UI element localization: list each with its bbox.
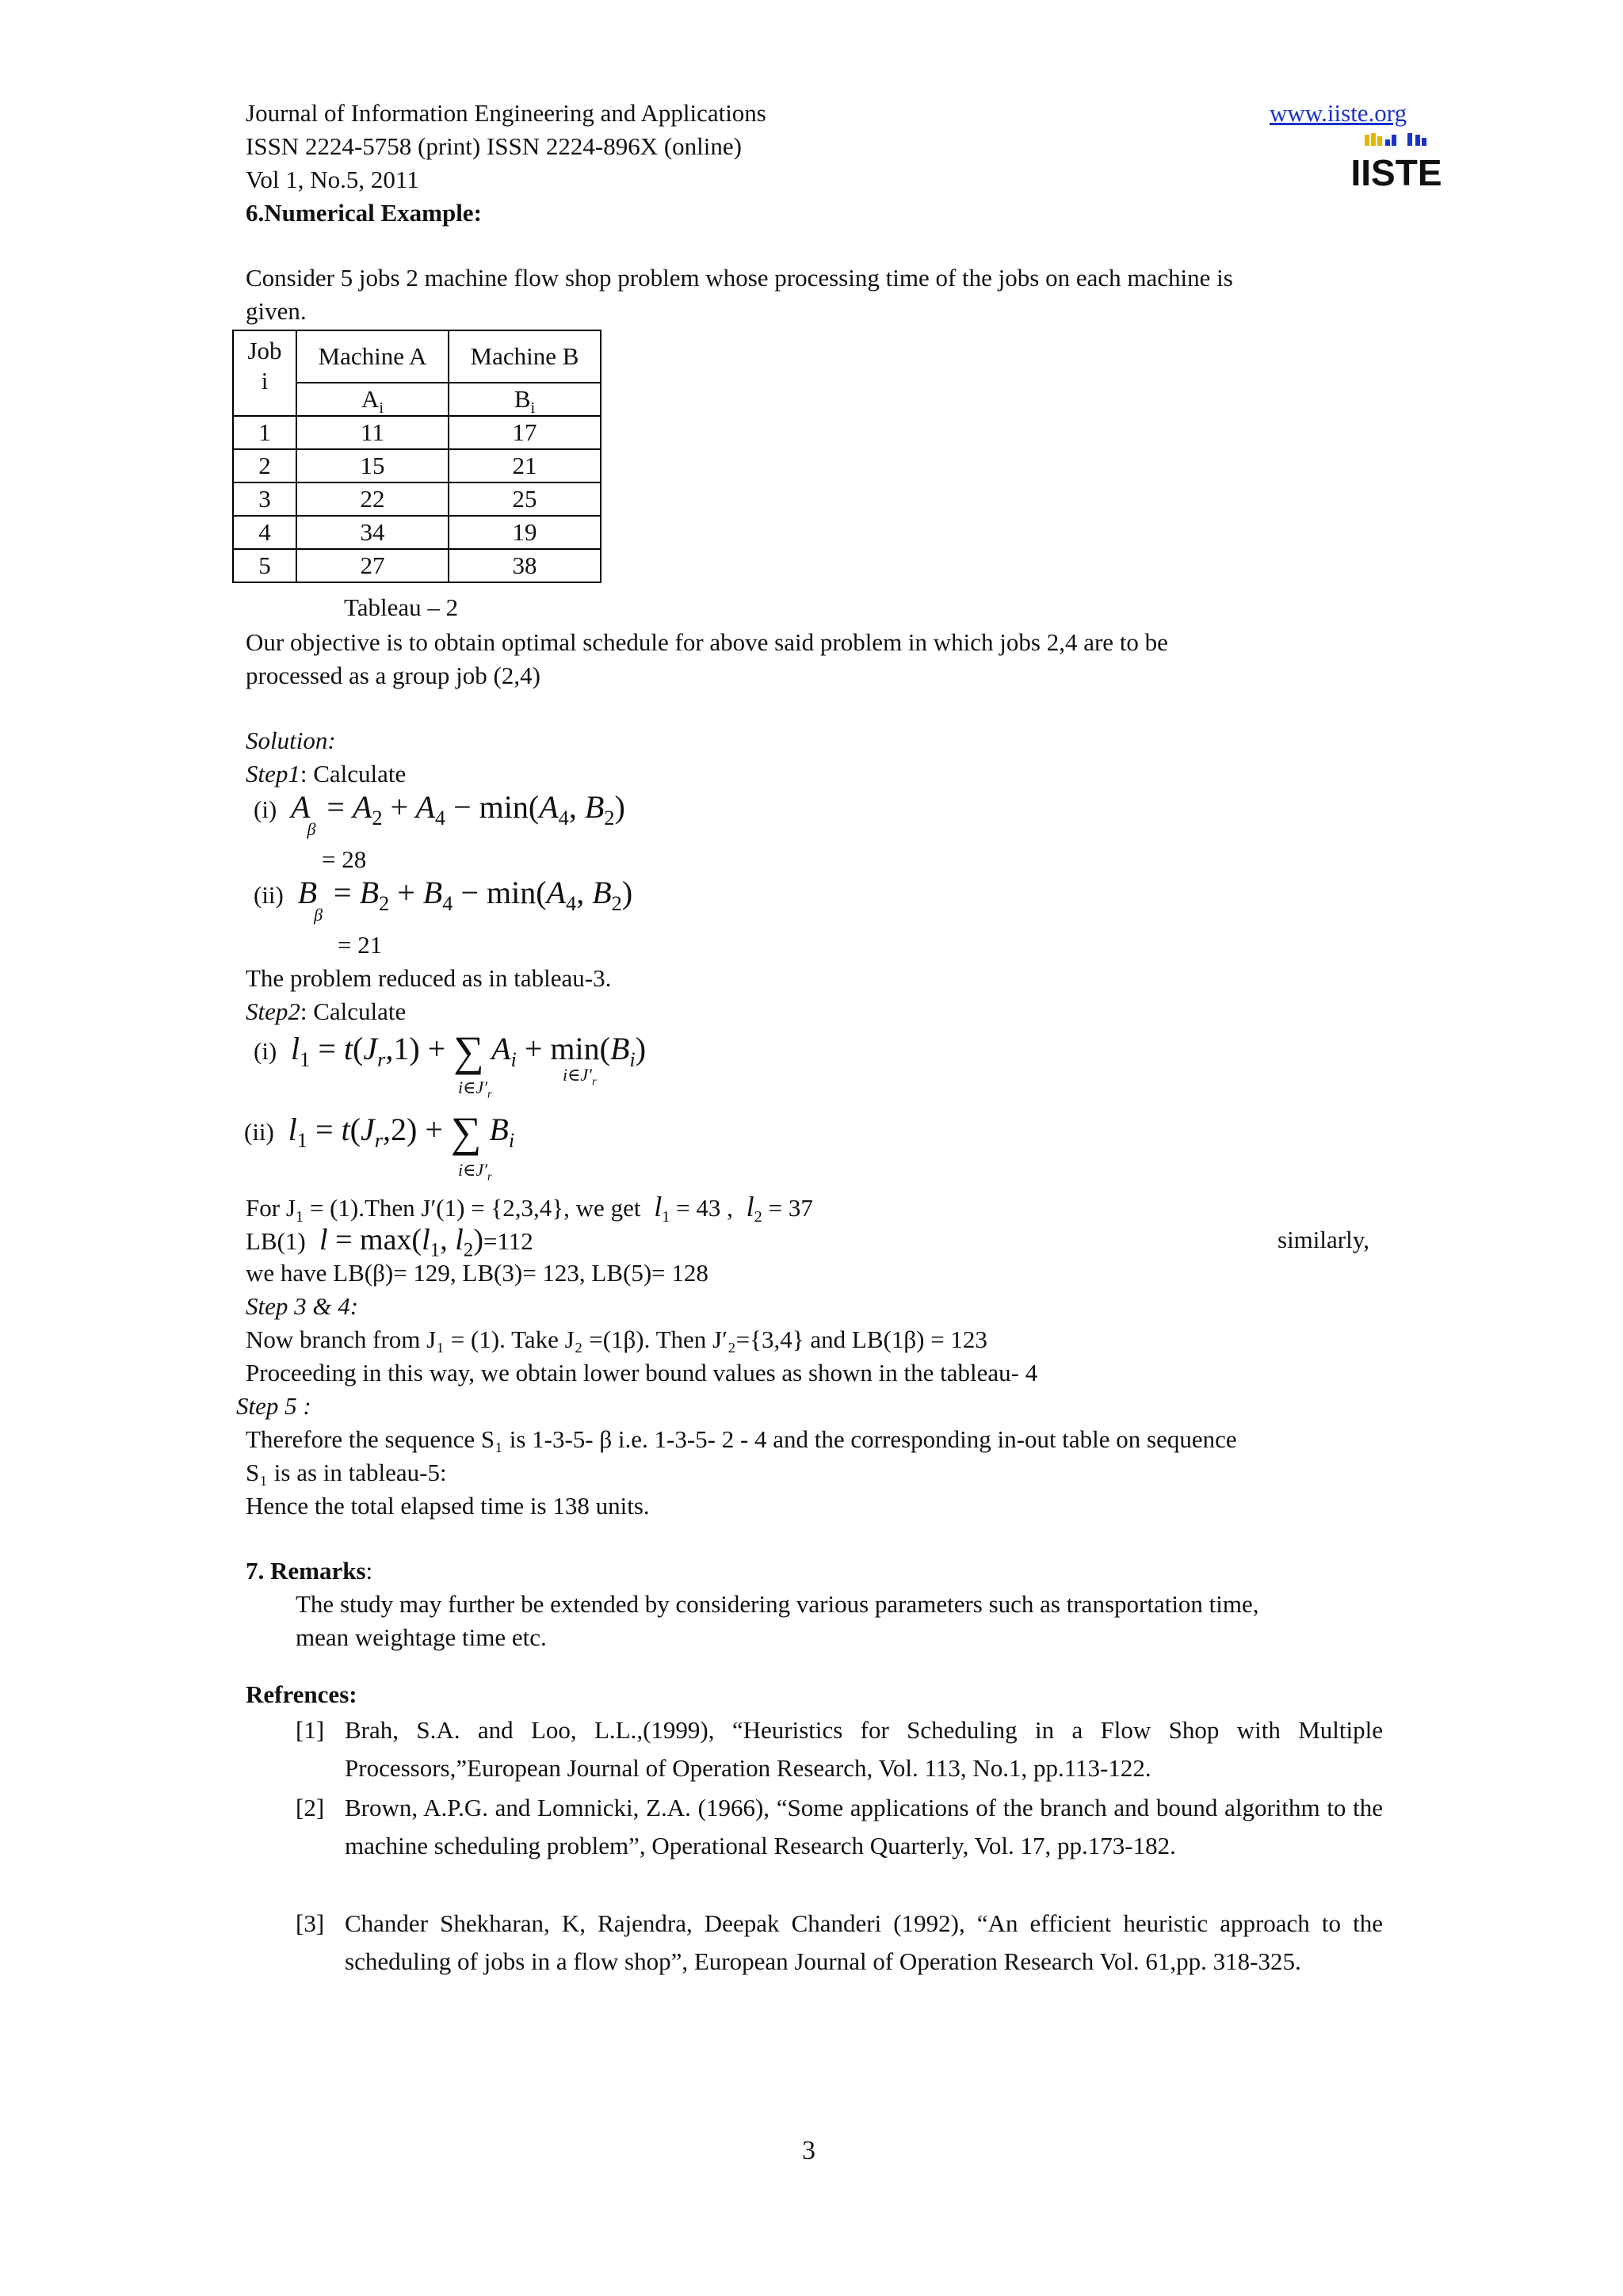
sequence-line-1: Therefore the sequence S₁ is 1-3-5- β i.e. 1-3-5- 2 - 4 and the corresponding in-out table on sequence: [246, 1425, 1237, 1453]
cell-b: 25: [449, 482, 601, 516]
similarly-word: similarly,: [1277, 1226, 1369, 1253]
total-time-line: Hence the total elapsed time is 138 units.: [246, 1492, 650, 1520]
reference-3: [3] Chander Shekharan, K, Rajendra, Deepak Chanderi (1992), “An efficient heuristic approach to the scheduling of jobs in a flow shop”, European Journal of Operation Research Vol. 61,pp. 318-325.: [296, 1909, 1383, 1975]
cell-b: 19: [449, 516, 601, 549]
page-number: 3: [802, 2136, 815, 2165]
proceeding-line: Proceeding in this way, we obtain lower bound values as shown in the tableau- 4: [246, 1359, 1038, 1386]
remarks-line-2: mean weightage time etc.: [296, 1623, 547, 1651]
reduced-line: The problem reduced as in tableau-3.: [246, 964, 612, 992]
remarks-heading: 7. Remarks:: [246, 1557, 373, 1585]
for-j1-line: For $J_1$ = (1).Then J′(1) = {2,3,4}, we get $l_1 = 43$ , $l_2 = 37$: [246, 1191, 813, 1226]
equation-a-beta: (i) $A_\beta = A_2 + A_4 - \min(A_4$, $B_2$): [254, 789, 625, 839]
processing-time-table: [232, 330, 601, 583]
branch-line: Now branch from J₁ = (1). Take J₂ =(1β). Then J′₂={3,4} and LB(1β) = 123: [246, 1325, 987, 1353]
table-caption: Tableau – 2: [344, 593, 459, 621]
equation-b-beta: (ii) $B_\beta = B_2 + B_4 - \min(A_4$, $B_2$): [254, 875, 633, 925]
cell-a: 22: [296, 482, 449, 516]
step1-label: Step1: Calculate: [246, 760, 407, 788]
reference-1: [1] Brah, S.A. and Loo, L.L.,(1999), “Heuristics for Scheduling in a Flow Shop with Multiple Processors,”European Journal of Operation Research, Vol. 113, No.1, pp.113-122.: [296, 1716, 1383, 1782]
intro-line-1: Consider 5 jobs 2 machine flow shop problem whose processing time of the jobs on each machine is: [246, 264, 1233, 292]
table-row: [233, 416, 601, 449]
journal-title: Journal of Information Engineering and Applications: [246, 99, 766, 127]
remarks-line-1: The study may further be extended by considering various parameters such as transportation time,: [296, 1590, 1259, 1618]
header-b-i: $B_i$: [449, 383, 601, 416]
we-have-line: we have LB(β)= 129, LB(3)= 123, LB(5)= 128: [246, 1259, 708, 1287]
section-6-heading: 6.Numerical Example:: [246, 199, 482, 227]
intro-line-2: given.: [246, 297, 307, 325]
objective-line-1: Our objective is to obtain optimal schedule for above said problem in which jobs 2,4 are to be: [246, 628, 1168, 656]
solution-label: Solution:: [246, 727, 336, 754]
sum-index-1: $i\in J'_r$: [458, 1077, 492, 1101]
cell-job: 2: [233, 449, 296, 482]
journal-url-link[interactable]: www.iiste.org: [1270, 99, 1407, 127]
header-job: Job i: [233, 330, 296, 416]
equation-b-result: = 21: [338, 931, 383, 959]
step5-label: Step 5 :: [236, 1392, 311, 1420]
cell-job: 4: [233, 516, 296, 549]
cell-job: 3: [233, 482, 296, 516]
sequence-line-2: S₁ is as in tableau-5:: [246, 1459, 447, 1486]
header-machine-b: Machine B: [449, 330, 601, 383]
cell-b: 17: [449, 416, 601, 449]
table-row: [233, 516, 601, 549]
cell-b: 21: [449, 449, 601, 482]
header-a-i: $A_i$: [296, 383, 449, 416]
equation-l2: (ii) $l_1 = t(J_r,2)$ + ∑ $B_i$: [244, 1108, 515, 1156]
table-row: [233, 449, 601, 482]
iiste-logo-icon: [1350, 132, 1442, 198]
step34-label: Step 3 & 4:: [246, 1292, 359, 1320]
lb1-line: LB(1) $l = \max(l_1$, $l_2)=112$: [246, 1223, 533, 1261]
references-heading: Refrences:: [246, 1680, 357, 1708]
issn-line: ISSN 2224-5758 (print) ISSN 2224-896X (online): [246, 132, 742, 160]
equation-l1: (i) $l_1 = t(J_r,1)$ + ∑ $A_i + \min(B_i)$: [254, 1028, 647, 1075]
sum-index-2: $i\in J'_r$: [458, 1160, 492, 1184]
min-index: $i\in J'_r$: [563, 1065, 597, 1089]
cell-b: 38: [449, 549, 601, 582]
cell-a: 15: [296, 449, 449, 482]
header-machine-a: Machine A: [296, 330, 449, 383]
step2-label: Step2: Calculate: [246, 997, 407, 1025]
reference-2: [2] Brown, A.P.G. and Lomnicki, Z.A. (1966), “Some applications of the branch and bound algorithm to the machine scheduling problem”, Operational Research Quarterly, Vol. 17, pp.173-182.: [296, 1794, 1383, 1859]
cell-job: 1: [233, 416, 296, 449]
cell-job: 5: [233, 549, 296, 582]
table-row: [233, 549, 601, 582]
cell-a: 11: [296, 416, 449, 449]
cell-a: 27: [296, 549, 449, 582]
objective-line-2: processed as a group job (2,4): [246, 662, 540, 689]
volume-line: Vol 1, No.5, 2011: [246, 166, 419, 193]
table-row: [233, 482, 601, 516]
cell-a: 34: [296, 516, 449, 549]
equation-a-result: = 28: [322, 845, 367, 873]
svg-text:IISTE: IISTE: [1350, 152, 1442, 193]
